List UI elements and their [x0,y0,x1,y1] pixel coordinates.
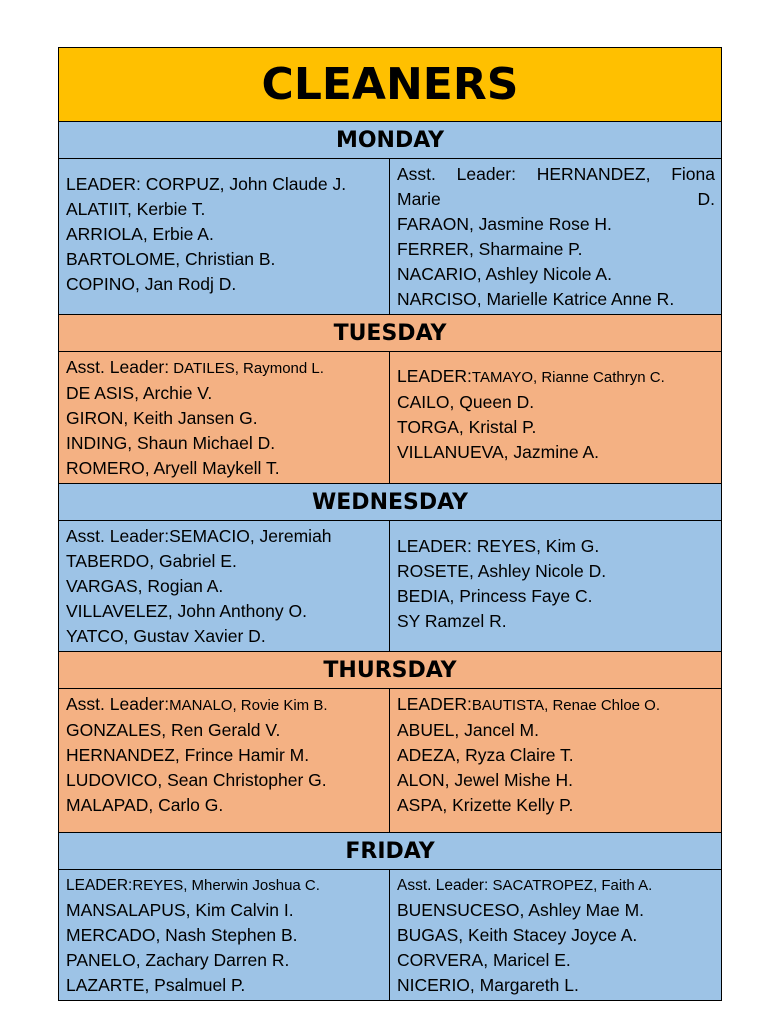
tuesday-left-group [59,352,390,483]
leader-name: BAUTISTA, Renae Chloe O. [471,697,661,714]
group-leader [397,534,715,559]
member-name: COPINO, Jan Rodj D. [66,274,237,294]
day-header-tuesday: TUESDAY [59,315,721,352]
member-name: BUGAS, Keith Stacey Joyce A. [397,925,638,945]
leader-label: LEADER: [66,877,133,894]
member-name: ALATIIT, Kerbie T. [66,199,206,219]
leader-sep: : [136,174,141,194]
member-name: ROMERO, Aryell Maykell T. [66,458,280,478]
leader-label: LEADER: [397,366,472,386]
day-body-friday [59,870,721,1000]
group-leader [66,873,383,898]
group-leader [66,172,383,197]
monday-left-group [59,159,390,314]
member-name: VARGAS, Rogian A. [66,576,224,596]
member-name: LAZARTE, Psalmuel P. [66,975,246,995]
day-header-thursday: THURSDAY [59,652,721,689]
asst-leader-name: MANALO, Rovie Kim B. [169,697,328,714]
leader-label: LEADER: [397,536,472,556]
asst-leader-label: Asst. Leader: [66,694,170,714]
member-name: MALAPAD, Carlo G. [66,795,224,815]
member-name: TABERDO, Gabriel E. [66,551,237,571]
tuesday-right-group [390,352,721,483]
leader-label: LEADER: [397,694,472,714]
member-name: BUENSUCESO, Ashley Mae M. [397,900,645,920]
leader-label: LEADER [66,174,137,194]
member-name: INDING, Shaun Michael D. [66,433,276,453]
asst-leader-label: Asst. Leader: [66,357,170,377]
asst-leader-label: Asst. Leader: [66,526,170,546]
group-leader [397,692,715,718]
member-name: DE ASIS, Archie V. [66,383,213,403]
member-name: VILLAVELEZ, John Anthony O. [66,601,307,621]
member-name: CAILO, Queen D. [397,392,535,412]
group-leader [397,364,715,390]
asst-leader-label: Asst. Leader: [397,877,489,894]
member-name: NICERIO, Margareth L. [397,975,579,995]
leader-name: TAMAYO, Rianne Cathryn C. [471,369,665,386]
member-name: HERNANDEZ, Frince Hamir M. [66,745,310,765]
leader-name: REYES, Kim G. [471,536,600,556]
member-name: ASPA, Krizette Kelly P. [397,795,574,815]
member-name: MANSALAPUS, Kim Calvin I. [66,900,294,920]
member-name: ROSETE, Ashley Nicole D. [397,561,607,581]
member-name: NARCISO, Marielle Katrice Anne R. [397,289,675,309]
day-header-friday: FRIDAY [59,833,721,870]
leader-name: CORPUZ, John Claude J. [140,174,347,194]
thursday-left-group [59,689,390,832]
group-asst-leader [66,524,383,549]
member-name: FARAON, Jasmine Rose H. [397,214,612,234]
page-title: CLEANERS [59,48,721,122]
group-asst-leader [66,355,383,381]
monday-right-group [390,159,721,314]
group-asst-leader [397,162,715,212]
thursday-right-group [390,689,721,832]
day-body-monday [59,159,721,315]
day-body-wednesday [59,521,721,652]
wednesday-left-group [59,521,390,651]
member-name: BEDIA, Princess Faye C. [397,586,593,606]
member-name: NACARIO, Ashley Nicole A. [397,264,612,284]
leader-name: REYES, Mherwin Joshua C. [132,877,320,894]
day-header-monday: MONDAY [59,122,721,159]
asst-leader-name: SACATROPEZ, Faith A. [488,877,653,894]
member-name: FERRER, Sharmaine P. [397,239,583,259]
group-asst-leader [397,873,715,898]
member-name: LUDOVICO, Sean Christopher G. [66,770,327,790]
member-name: TORGA, Kristal P. [397,417,537,437]
cleaners-schedule-table [58,47,722,1001]
member-name: CORVERA, Maricel E. [397,950,571,970]
member-name: ALON, Jewel Mishe H. [397,770,574,790]
day-header-wednesday: WEDNESDAY [59,484,721,521]
wednesday-right-group [390,521,721,651]
member-name: GIRON, Keith Jansen G. [66,408,258,428]
member-name: ADEZA, Ryza Claire T. [397,745,574,765]
member-name: YATCO, Gustav Xavier D. [66,626,266,646]
asst-leader-name: HERNANDEZ, Fiona Marie D. [397,164,715,209]
friday-left-group [59,870,390,1000]
day-body-thursday [59,689,721,833]
member-name: ABUEL, Jancel M. [397,720,539,740]
member-name: GONZALES, Ren Gerald V. [66,720,281,740]
friday-right-group [390,870,721,1000]
asst-leader-label: Asst. Leader: [397,164,516,184]
day-body-tuesday [59,352,721,484]
member-name: MERCADO, Nash Stephen B. [66,925,298,945]
asst-leader-name: DATILES, Raymond L. [169,360,324,377]
member-name: SY Ramzel R. [397,611,507,631]
member-name: ARRIOLA, Erbie A. [66,224,214,244]
member-name: PANELO, Zachary Darren R. [66,950,290,970]
member-name: BARTOLOME, Christian B. [66,249,276,269]
member-name: VILLANUEVA, Jazmine A. [397,442,599,462]
group-asst-leader [66,692,383,718]
asst-leader-name: SEMACIO, Jeremiah [169,526,332,546]
